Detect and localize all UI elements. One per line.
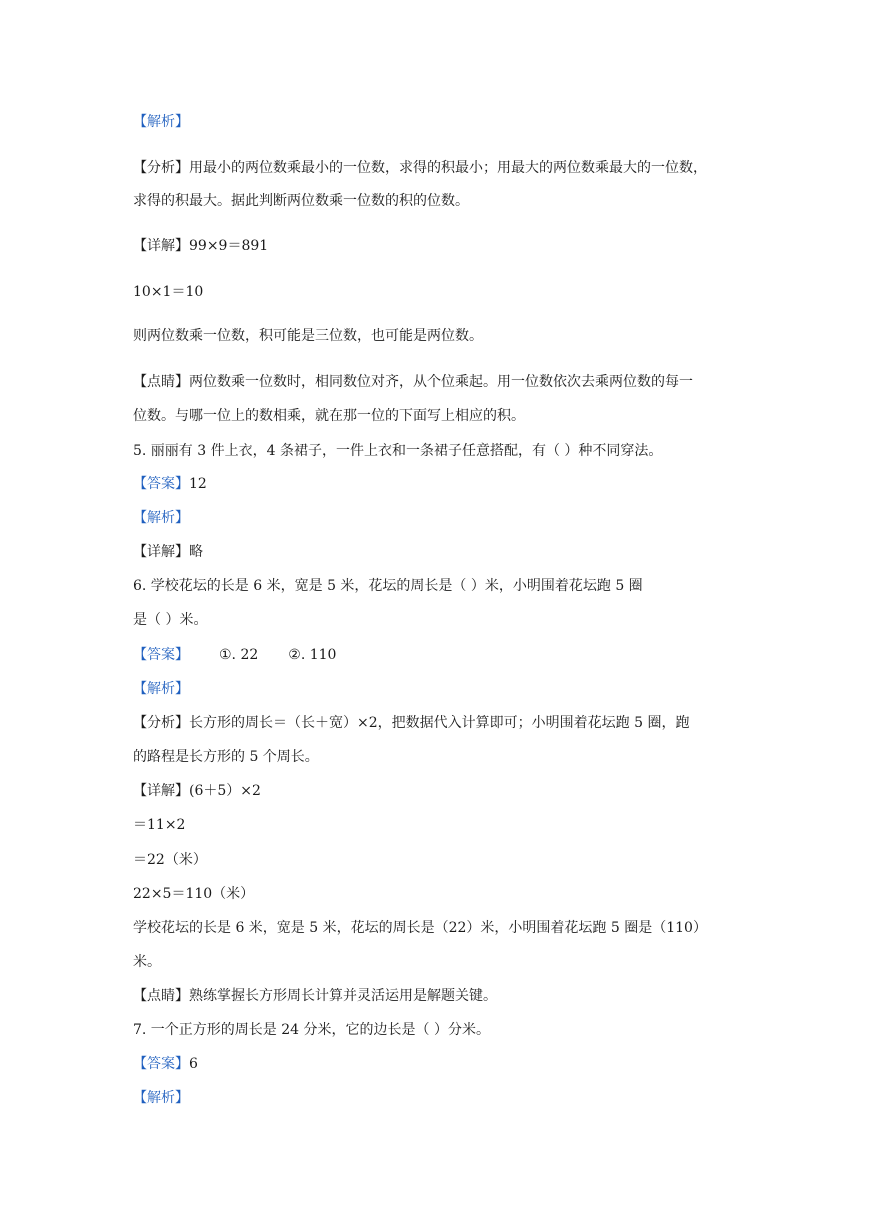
calc-6-2 (133, 850, 207, 870)
tag: 【点睛】 (133, 374, 189, 390)
text: 是（ ）米。 (133, 612, 208, 628)
text: 学校花坛的长是 6 米，宽是 5 米，花坛的周长是（22）米，小明围着花坛跑 5 圈是（110） (133, 920, 707, 936)
text: 用最小的两位数乘最小的一位数，求得的积最小；用最大的两位数乘最大的一位数， (189, 160, 707, 176)
answer-sentence-6-cont (133, 952, 161, 972)
analysis-heading (133, 112, 189, 132)
question-6 (133, 576, 643, 596)
text: ＝22（米） (133, 852, 207, 868)
fenxi-6 (133, 713, 689, 733)
text: 6 (189, 1056, 198, 1072)
text: 12 (189, 476, 207, 492)
text: 的路程是长方形的 5 个周长。 (133, 749, 319, 765)
text: 米。 (133, 954, 161, 970)
question-6-cont (133, 610, 207, 630)
text: 则两位数乘一位数，积可能是三位数，也可能是两位数。 (133, 328, 483, 344)
analysis-heading-7 (133, 1088, 189, 1108)
tag: 【答案】 (133, 1056, 189, 1072)
answer-5 (133, 474, 207, 494)
detail-6 (133, 781, 261, 801)
tag: 【解析】 (133, 1090, 189, 1106)
answer-6-part-1: ①. 22 (219, 647, 259, 663)
question-5 (133, 441, 662, 461)
tag: 【分析】 (133, 160, 189, 176)
conclusion-line (133, 326, 483, 346)
text: 熟练掌握长方形周长计算并灵活运用是解题关键。 (189, 988, 497, 1004)
text: 长方形的周长＝（长＋宽）×2，把数据代入计算即可；小明围着花坛跑 5 圈，跑 (189, 715, 690, 731)
analysis-paragraph (133, 158, 707, 178)
text: 10×1＝10 (133, 284, 204, 300)
text: 5. 丽丽有 3 件上衣，4 条裙子，一件上衣和一条裙子任意搭配，有（ ）种不同穿法。 (133, 443, 663, 459)
tag: 【详解】 (133, 544, 189, 560)
tag: 【解析】 (133, 114, 189, 130)
calc-line (133, 282, 203, 302)
tag: 【答案】 (133, 647, 189, 663)
calc-6-3 (133, 884, 254, 904)
tag: 【点睛】 (133, 988, 189, 1004)
tag: 【分析】 (133, 715, 189, 731)
answer-7 (133, 1054, 198, 1074)
text: 99×9＝891 (189, 238, 269, 254)
tip-paragraph-cont (133, 406, 525, 426)
tag: 【详解】 (133, 238, 189, 254)
tag: 【解析】 (133, 510, 189, 526)
text: 22×5＝110（米） (133, 886, 255, 902)
analysis-heading-6 (133, 679, 189, 699)
analysis-heading-5 (133, 508, 189, 528)
text: 7. 一个正方形的周长是 24 分米，它的边长是（ ）分米。 (133, 1022, 490, 1038)
tag: 【详解】 (133, 783, 189, 799)
answer-6 (133, 645, 336, 665)
fenxi-6-cont (133, 747, 319, 767)
detail-5 (133, 542, 203, 562)
text: 6. 学校花坛的长是 6 米，宽是 5 米，花坛的周长是（ ）米，小明围着花坛跑 5 圈 (133, 578, 643, 594)
answer-sentence-6 (133, 918, 707, 938)
text: 两位数乘一位数时，相同数位对齐，从个位乘起。用一位数依次去乘两位数的每一 (189, 374, 693, 390)
dianjing-6 (133, 986, 497, 1006)
calc-6-1 (133, 815, 185, 835)
text: (6＋5）×2 (189, 783, 261, 799)
tag: 【答案】 (133, 476, 189, 492)
tag: 【解析】 (133, 681, 189, 697)
text: ＝11×2 (133, 817, 186, 833)
text: 求得的积最大。据此判断两位数乘一位数的积的位数。 (133, 193, 469, 209)
analysis-paragraph-cont (133, 191, 469, 211)
text: 略 (189, 544, 203, 560)
text: 位数。与哪一位上的数相乘，就在那一位的下面写上相应的积。 (133, 408, 525, 424)
question-7 (133, 1020, 490, 1040)
tip-paragraph (133, 372, 693, 392)
detail-line (133, 236, 268, 256)
answer-6-part-2: ②. 110 (288, 647, 337, 663)
